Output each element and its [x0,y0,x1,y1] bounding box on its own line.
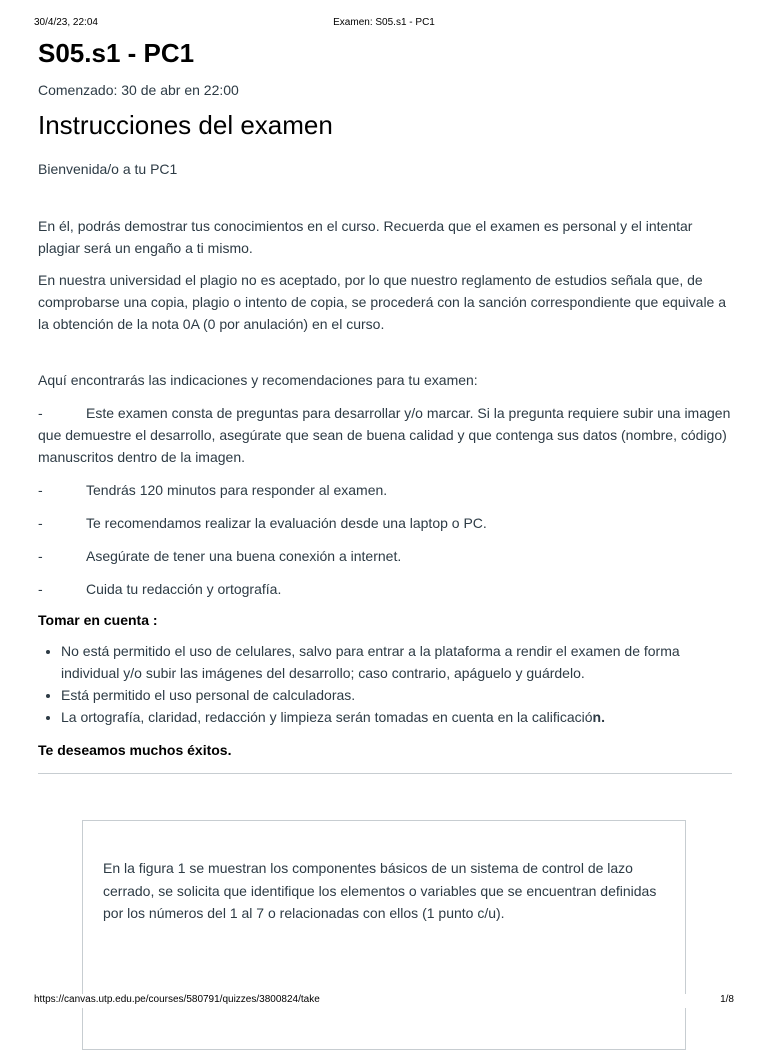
section-divider [38,773,732,774]
dash-marker: - [38,405,43,421]
dash-list-item-text: Este examen consta de preguntas para desarrollar y/o marcar. Si la pregunta requiere subir una imagen que demuestre el desarrollo, asegúrate que sean de buena calidad y que contenga sus datos (nombre, código) manuscritos dentro de la imagen. [38,405,731,465]
dash-marker: - [38,482,43,498]
welcome-text: Bienvenida/o a tu PC1 [38,161,178,177]
print-datetime: 30/4/23, 22:04 [34,17,98,28]
instructions-heading: Instrucciones del examen [38,110,333,140]
dash-list-item [38,578,732,600]
dash-marker: - [38,515,43,531]
print-footer [34,994,734,1008]
dash-list-item-text: Tendrás 120 minutos para responder al examen. [86,482,388,498]
note-item [61,706,732,728]
print-document-title: Examen: S05.s1 - PC1 [333,17,435,28]
notes-list [38,640,732,728]
dash-list-item-text: Te recomendamos realizar la evaluación desde una laptop o PC. [86,515,487,531]
dash-list-item [38,402,732,468]
dash-list-item-text: Cuida tu redacción y ortografía. [86,581,282,597]
note-item-text: La ortografía, claridad, redacción y limpieza serán tomadas en cuenta en la calificació [61,709,593,725]
print-page-number: 1/8 [720,994,734,1005]
closing-message: Te deseamos muchos éxitos. [38,742,232,758]
dash-list-item [38,512,732,534]
instructions-paragraph-3: Aquí encontrarás las indicaciones y recomendaciones para tu examen: [38,372,478,388]
quiz-content [38,36,732,782]
note-item: • No está permitido el uso de celulares, salvo para entrar a la plataforma a rendir el examen de forma individual y/o subir las imágenes del desarrollo; caso contrario, apáguelo y guárdelo. [61,640,732,684]
print-header [34,17,734,31]
note-item: • Está permitido el uso personal de calculadoras. [61,684,732,706]
instructions-paragraph-1: En él, podrás demostrar tus conocimientos en el curso. Recuerda que el examen es personal y el intentar plagiar será un engaño a ti mismo. [38,218,693,256]
dash-list-item [38,545,732,567]
quiz-title: S05.s1 - PC1 [38,38,195,68]
dash-marker: - [38,581,43,597]
instructions-paragraph-2: En nuestra universidad el plagio no es aceptado, por lo que nuestro reglamento de estudios señala que, de comprobarse una copia, plagio o intento de copia, se procederá con la sanción correspondiente que equivale a la obtención de la nota 0A (0 por anulación) en el curso. [38,272,727,332]
quiz-started-time: Comenzado: 30 de abr en 22:00 [38,82,239,98]
dash-marker: - [38,548,43,564]
dash-list-item-text: Asegúrate de tener una buena conexión a internet. [86,548,402,564]
question-text: En la figura 1 se muestran los componentes básicos de un sistema de control de lazo cerrado, se solicita que identifique los elementos o variables que se encuentran definidas por los números del 1 al 7 o relacionadas con ellos (1 punto c/u). [103,860,657,921]
dash-list-item [38,479,732,501]
note-item-bold-suffix: n. [592,709,605,725]
question-box [82,820,686,1050]
print-url: https://canvas.utp.edu.pe/courses/580791/quizzes/3800824/take [34,994,320,1005]
note-heading: Tomar en cuenta : [38,612,158,628]
